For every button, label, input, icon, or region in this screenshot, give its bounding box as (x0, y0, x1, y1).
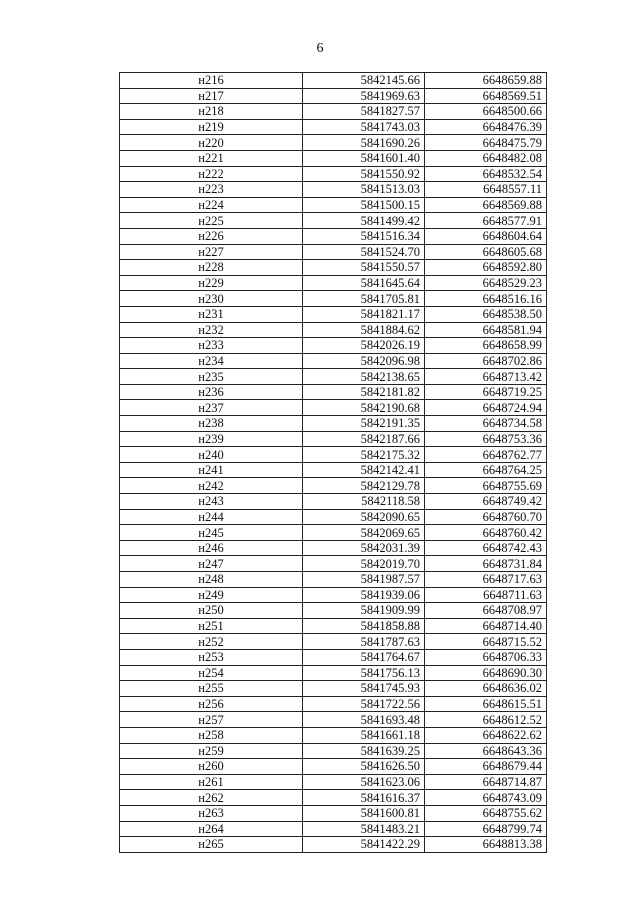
x-coordinate-cell: 5841550.57 (303, 260, 425, 276)
table-row (120, 805, 547, 821)
y-coordinate-cell: 6648538.50 (425, 306, 547, 322)
point-name-cell: н226 (120, 228, 303, 244)
x-coordinate-cell: 5842191.35 (303, 416, 425, 432)
y-coordinate-cell: 6648592.80 (425, 260, 547, 276)
x-coordinate-cell: 5841909.99 (303, 603, 425, 619)
y-coordinate-cell: 6648516.16 (425, 291, 547, 307)
x-coordinate-cell: 5842031.39 (303, 540, 425, 556)
table-row (120, 681, 547, 697)
point-name-cell: н232 (120, 322, 303, 338)
point-name-cell: н242 (120, 478, 303, 494)
y-coordinate-cell: 6648482.08 (425, 150, 547, 166)
page-number: 6 (316, 41, 324, 56)
y-coordinate-cell: 6648643.36 (425, 743, 547, 759)
x-coordinate-cell: 5841623.06 (303, 774, 425, 790)
y-coordinate-cell: 6648711.63 (425, 587, 547, 603)
x-coordinate-cell: 5841969.63 (303, 88, 425, 104)
point-name-cell: н244 (120, 509, 303, 525)
coordinates-table (119, 72, 547, 853)
x-coordinate-cell: 5841661.18 (303, 727, 425, 743)
x-coordinate-cell: 5841987.57 (303, 572, 425, 588)
y-coordinate-cell: 6648475.79 (425, 135, 547, 151)
x-coordinate-cell: 5841626.50 (303, 759, 425, 775)
point-name-cell: н252 (120, 634, 303, 650)
table-row (120, 712, 547, 728)
table-row (120, 182, 547, 198)
table-row (120, 353, 547, 369)
x-coordinate-cell: 5841693.48 (303, 712, 425, 728)
x-coordinate-cell: 5841483.21 (303, 821, 425, 837)
x-coordinate-cell: 5841422.29 (303, 837, 425, 853)
x-coordinate-cell: 5841858.88 (303, 618, 425, 634)
table-row (120, 837, 547, 853)
point-name-cell: н225 (120, 213, 303, 229)
x-coordinate-cell: 5841601.40 (303, 150, 425, 166)
table-row (120, 790, 547, 806)
x-coordinate-cell: 5841513.03 (303, 182, 425, 198)
x-coordinate-cell: 5841645.64 (303, 275, 425, 291)
point-name-cell: н250 (120, 603, 303, 619)
table-row (120, 228, 547, 244)
point-name-cell: н240 (120, 447, 303, 463)
y-coordinate-cell: 6648690.30 (425, 665, 547, 681)
point-name-cell: н265 (120, 837, 303, 853)
y-coordinate-cell: 6648762.77 (425, 447, 547, 463)
x-coordinate-cell: 5841690.26 (303, 135, 425, 151)
table-row (120, 572, 547, 588)
point-name-cell: н238 (120, 416, 303, 432)
table-row (120, 213, 547, 229)
x-coordinate-cell: 5841600.81 (303, 805, 425, 821)
table-row (120, 119, 547, 135)
table-row (120, 244, 547, 260)
point-name-cell: н245 (120, 525, 303, 541)
x-coordinate-cell: 5841516.34 (303, 228, 425, 244)
x-coordinate-cell: 5842138.65 (303, 369, 425, 385)
y-coordinate-cell: 6648557.11 (425, 182, 547, 198)
table-row (120, 743, 547, 759)
point-name-cell: н249 (120, 587, 303, 603)
x-coordinate-cell: 5841616.37 (303, 790, 425, 806)
x-coordinate-cell: 5842118.58 (303, 494, 425, 510)
table-row (120, 322, 547, 338)
table-row (120, 540, 547, 556)
table-row (120, 727, 547, 743)
point-name-cell: н235 (120, 369, 303, 385)
x-coordinate-cell: 5841743.03 (303, 119, 425, 135)
point-name-cell: н231 (120, 306, 303, 322)
x-coordinate-cell: 5841705.81 (303, 291, 425, 307)
point-name-cell: н253 (120, 649, 303, 665)
point-name-cell: н256 (120, 696, 303, 712)
x-coordinate-cell: 5842181.82 (303, 384, 425, 400)
x-coordinate-cell: 5842069.65 (303, 525, 425, 541)
point-name-cell: н257 (120, 712, 303, 728)
y-coordinate-cell: 6648605.68 (425, 244, 547, 260)
table-row (120, 135, 547, 151)
point-name-cell: н227 (120, 244, 303, 260)
y-coordinate-cell: 6648529.23 (425, 275, 547, 291)
y-coordinate-cell: 6648813.38 (425, 837, 547, 853)
table-row (120, 494, 547, 510)
point-name-cell: н241 (120, 462, 303, 478)
table-row (120, 291, 547, 307)
table-row (120, 774, 547, 790)
table-row (120, 166, 547, 182)
point-name-cell: н221 (120, 150, 303, 166)
table-row (120, 197, 547, 213)
y-coordinate-cell: 6648604.64 (425, 228, 547, 244)
table-row (120, 104, 547, 120)
table-row (120, 649, 547, 665)
y-coordinate-cell: 6648706.33 (425, 649, 547, 665)
table-row (120, 696, 547, 712)
point-name-cell: н224 (120, 197, 303, 213)
point-name-cell: н261 (120, 774, 303, 790)
point-name-cell: н264 (120, 821, 303, 837)
y-coordinate-cell: 6648715.52 (425, 634, 547, 650)
point-name-cell: н237 (120, 400, 303, 416)
x-coordinate-cell: 5841821.17 (303, 306, 425, 322)
point-name-cell: н258 (120, 727, 303, 743)
y-coordinate-cell: 6648658.99 (425, 338, 547, 354)
x-coordinate-cell: 5841524.70 (303, 244, 425, 260)
y-coordinate-cell: 6648724.94 (425, 400, 547, 416)
table-row (120, 431, 547, 447)
x-coordinate-cell: 5841939.06 (303, 587, 425, 603)
point-name-cell: н263 (120, 805, 303, 821)
x-coordinate-cell: 5842129.78 (303, 478, 425, 494)
y-coordinate-cell: 6648500.66 (425, 104, 547, 120)
table-row (120, 525, 547, 541)
table-row (120, 603, 547, 619)
y-coordinate-cell: 6648799.74 (425, 821, 547, 837)
point-name-cell: н236 (120, 384, 303, 400)
point-name-cell: н216 (120, 73, 303, 89)
y-coordinate-cell: 6648742.43 (425, 540, 547, 556)
x-coordinate-cell: 5841827.57 (303, 104, 425, 120)
table-row (120, 634, 547, 650)
point-name-cell: н234 (120, 353, 303, 369)
x-coordinate-cell: 5842142.41 (303, 462, 425, 478)
y-coordinate-cell: 6648760.42 (425, 525, 547, 541)
y-coordinate-cell: 6648679.44 (425, 759, 547, 775)
table-row (120, 369, 547, 385)
point-name-cell: н228 (120, 260, 303, 276)
table-row (120, 556, 547, 572)
x-coordinate-cell: 5841499.42 (303, 213, 425, 229)
table-row (120, 618, 547, 634)
y-coordinate-cell: 6648569.88 (425, 197, 547, 213)
y-coordinate-cell: 6648714.40 (425, 618, 547, 634)
table-row (120, 665, 547, 681)
x-coordinate-cell: 5841787.63 (303, 634, 425, 650)
point-name-cell: н222 (120, 166, 303, 182)
table-row (120, 73, 547, 89)
y-coordinate-cell: 6648659.88 (425, 73, 547, 89)
y-coordinate-cell: 6648532.54 (425, 166, 547, 182)
y-coordinate-cell: 6648749.42 (425, 494, 547, 510)
y-coordinate-cell: 6648702.86 (425, 353, 547, 369)
point-name-cell: н262 (120, 790, 303, 806)
table-row (120, 400, 547, 416)
x-coordinate-cell: 5841639.25 (303, 743, 425, 759)
point-name-cell: н259 (120, 743, 303, 759)
y-coordinate-cell: 6648731.84 (425, 556, 547, 572)
x-coordinate-cell: 5841500.15 (303, 197, 425, 213)
y-coordinate-cell: 6648713.42 (425, 369, 547, 385)
point-name-cell: н219 (120, 119, 303, 135)
point-name-cell: н239 (120, 431, 303, 447)
point-name-cell: н248 (120, 572, 303, 588)
table-row (120, 88, 547, 104)
point-name-cell: н260 (120, 759, 303, 775)
y-coordinate-cell: 6648569.51 (425, 88, 547, 104)
table-row (120, 478, 547, 494)
y-coordinate-cell: 6648755.69 (425, 478, 547, 494)
table-row (120, 260, 547, 276)
x-coordinate-cell: 5842096.98 (303, 353, 425, 369)
y-coordinate-cell: 6648622.62 (425, 727, 547, 743)
x-coordinate-cell: 5842090.65 (303, 509, 425, 525)
table-row (120, 447, 547, 463)
point-name-cell: н243 (120, 494, 303, 510)
table-row (120, 462, 547, 478)
x-coordinate-cell: 5841550.92 (303, 166, 425, 182)
table-row (120, 338, 547, 354)
point-name-cell: н247 (120, 556, 303, 572)
x-coordinate-cell: 5842175.32 (303, 447, 425, 463)
x-coordinate-cell: 5841884.62 (303, 322, 425, 338)
y-coordinate-cell: 6648612.52 (425, 712, 547, 728)
y-coordinate-cell: 6648581.94 (425, 322, 547, 338)
y-coordinate-cell: 6648717.63 (425, 572, 547, 588)
point-name-cell: н233 (120, 338, 303, 354)
table-row (120, 150, 547, 166)
point-name-cell: н220 (120, 135, 303, 151)
table-row (120, 306, 547, 322)
y-coordinate-cell: 6648743.09 (425, 790, 547, 806)
x-coordinate-cell: 5841756.13 (303, 665, 425, 681)
table-row (120, 384, 547, 400)
point-name-cell: н223 (120, 182, 303, 198)
x-coordinate-cell: 5841722.56 (303, 696, 425, 712)
y-coordinate-cell: 6648636.02 (425, 681, 547, 697)
y-coordinate-cell: 6648476.39 (425, 119, 547, 135)
table-row (120, 416, 547, 432)
point-name-cell: н246 (120, 540, 303, 556)
point-name-cell: н254 (120, 665, 303, 681)
y-coordinate-cell: 6648714.87 (425, 774, 547, 790)
point-name-cell: н255 (120, 681, 303, 697)
table-row (120, 587, 547, 603)
y-coordinate-cell: 6648708.97 (425, 603, 547, 619)
x-coordinate-cell: 5842190.68 (303, 400, 425, 416)
table-row (120, 275, 547, 291)
x-coordinate-cell: 5842187.66 (303, 431, 425, 447)
y-coordinate-cell: 6648615.51 (425, 696, 547, 712)
point-name-cell: н218 (120, 104, 303, 120)
y-coordinate-cell: 6648719.25 (425, 384, 547, 400)
x-coordinate-cell: 5842026.19 (303, 338, 425, 354)
coordinates-table-body (120, 73, 547, 853)
x-coordinate-cell: 5841745.93 (303, 681, 425, 697)
x-coordinate-cell: 5841764.67 (303, 649, 425, 665)
y-coordinate-cell: 6648764.25 (425, 462, 547, 478)
y-coordinate-cell: 6648755.62 (425, 805, 547, 821)
y-coordinate-cell: 6648760.70 (425, 509, 547, 525)
x-coordinate-cell: 5842145.66 (303, 73, 425, 89)
point-name-cell: н217 (120, 88, 303, 104)
point-name-cell: н230 (120, 291, 303, 307)
y-coordinate-cell: 6648577.91 (425, 213, 547, 229)
table-row (120, 509, 547, 525)
y-coordinate-cell: 6648734.58 (425, 416, 547, 432)
x-coordinate-cell: 5842019.70 (303, 556, 425, 572)
table-row (120, 821, 547, 837)
point-name-cell: н229 (120, 275, 303, 291)
point-name-cell: н251 (120, 618, 303, 634)
y-coordinate-cell: 6648753.36 (425, 431, 547, 447)
table-row (120, 759, 547, 775)
